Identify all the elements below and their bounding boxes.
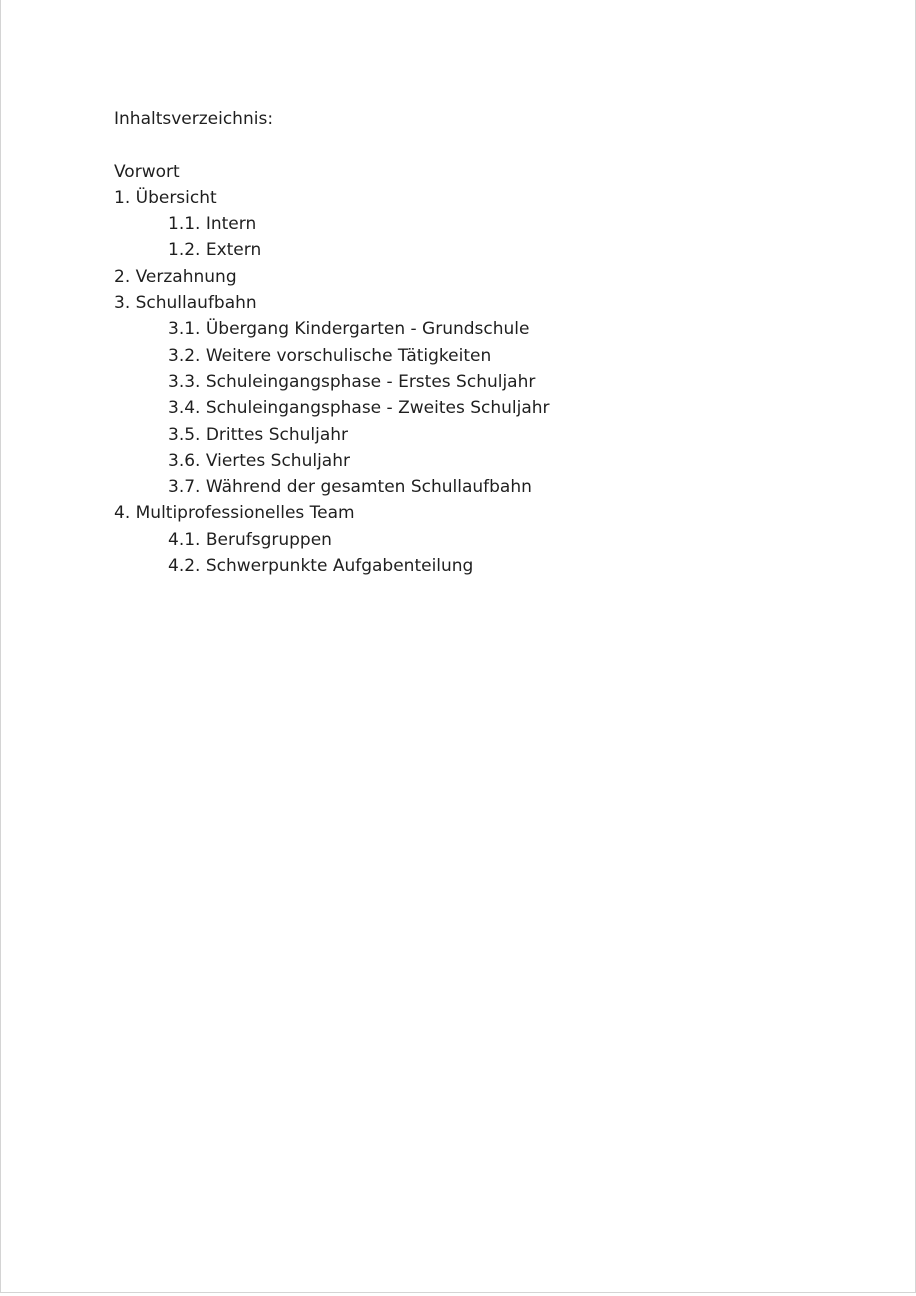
toc-entry-2: 2. Verzahnung [114,266,237,287]
toc-heading: Inhaltsverzeichnis: [114,109,274,129]
toc-entry-vorwort: Vorwort [114,161,180,182]
toc-entry-3: 3. Schullaufbahn [114,293,257,314]
toc-spacer [114,132,550,158]
toc-entry-3-1: 3.1. Übergang Kindergarten - Grundschule [168,319,530,340]
toc-entry-3-4: 3.4. Schuleingangsphase - Zweites Schuljahr [168,398,550,419]
toc-entry-1-2: 1.2. Extern [168,240,262,261]
table-of-contents [114,106,550,579]
toc-entry-3-6: 3.6. Viertes Schuljahr [168,450,350,471]
toc-entry-3-5: 3.5. Drittes Schuljahr [168,424,349,445]
toc-entry-4-2: 4.2. Schwerpunkte Aufgabenteilung [168,556,474,577]
toc-entry-3-2: 3.2. Weitere vorschulische Tätigkeiten [168,345,492,366]
toc-entry-1: 1. Übersicht [114,187,217,208]
toc-entry-3-3: 3.3. Schuleingangsphase - Erstes Schuljahr [168,371,536,392]
toc-entry-4: 4. Multiprofessionelles Team [114,503,355,524]
toc-entry-4-1: 4.1. Berufsgruppen [168,529,332,550]
toc-entry-1-1: 1.1. Intern [168,214,257,235]
toc-entry-3-7: 3.7. Während der gesamten Schullaufbahn [168,477,532,498]
